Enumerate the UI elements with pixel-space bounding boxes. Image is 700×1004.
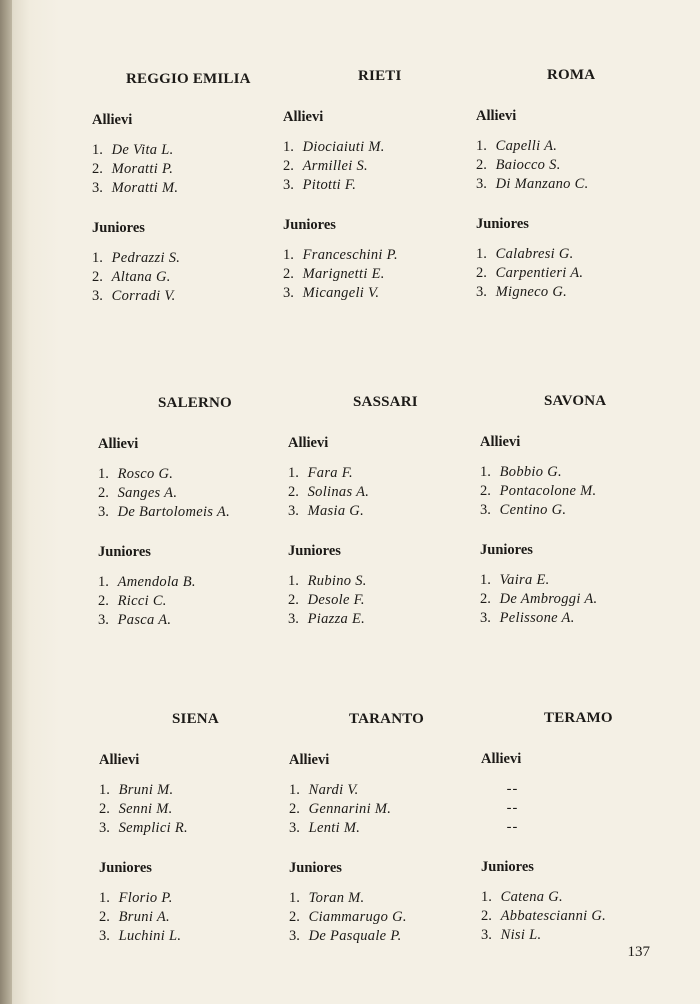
juniores-list (476, 245, 666, 302)
list-item: 2. Carpentieri A. (476, 265, 584, 281)
list-item: 3. Centino G. (480, 502, 567, 518)
list-item: 1. Florio P. (99, 890, 173, 906)
city-title: SAVONA (544, 393, 607, 409)
juniores-list (480, 571, 670, 628)
list-item: 1. Vaira E. (480, 572, 550, 588)
list-item: 1. Franceschini P. (283, 247, 398, 263)
list-item: 3. Pelissone A. (480, 610, 575, 626)
list-item: 2. De Ambroggi A. (480, 591, 598, 607)
list-item: 1. Capelli A. (476, 138, 558, 154)
allievi-list (480, 463, 670, 520)
allievi-heading: Allievi (480, 434, 521, 450)
juniores-heading: Juniores (92, 220, 145, 236)
list-item: 2. Desole F. (288, 592, 365, 608)
allievi-heading: Allievi (283, 109, 324, 125)
list-item: 1. Catena G. (481, 889, 563, 905)
list-item: 1. Fara F. (288, 465, 353, 481)
list-item: 2. Gennarini M. (289, 801, 392, 817)
list-item: 3. Masia G. (288, 503, 364, 519)
list-item: 3. Lenti M. (289, 820, 361, 836)
juniores-list (99, 889, 289, 946)
list-item: 2. Marignetti E. (283, 266, 385, 282)
list-item: -- (506, 800, 519, 816)
city-block-teramo (481, 710, 671, 967)
city-title: SIENA (172, 711, 219, 727)
juniores-list (289, 889, 479, 946)
list-item: 2. Moratti P. (92, 161, 174, 177)
juniores-heading: Juniores (99, 860, 152, 876)
juniores-heading: Juniores (98, 544, 151, 560)
city-block-sassari (288, 394, 478, 651)
book-spine-shadow (0, 0, 12, 1004)
list-item: 1. Diociaiuti M. (283, 139, 385, 155)
allievi-list (92, 141, 282, 198)
city-title: SASSARI (353, 394, 418, 410)
list-item: 3. Nisi L. (481, 927, 542, 943)
allievi-list (289, 781, 479, 838)
allievi-list (283, 138, 473, 195)
list-item: 2. Sanges A. (98, 485, 178, 501)
list-item: 1. Rubino S. (288, 573, 367, 589)
allievi-list (288, 464, 478, 521)
list-item: 2. Armillei S. (283, 158, 368, 174)
juniores-heading: Juniores (288, 543, 341, 559)
list-item: 3. Migneco G. (476, 284, 568, 300)
juniores-list (98, 573, 288, 630)
city-block-siena (99, 711, 289, 968)
allievi-list (98, 465, 288, 522)
list-item: 2. Ricci C. (98, 593, 167, 609)
allievi-heading: Allievi (99, 752, 140, 768)
page-number: 137 (627, 944, 650, 960)
list-item: 2. Ciammarugo G. (289, 909, 407, 925)
list-item: 1. Toran M. (289, 890, 365, 906)
city-title: RIETI (358, 68, 402, 84)
list-item: 1. Bobbio G. (480, 464, 562, 480)
city-title: REGGIO EMILIA (126, 71, 251, 87)
list-item: 3. Micangeli V. (283, 285, 380, 301)
list-item: 2. Pontacolone M. (480, 483, 597, 499)
list-item: 3. Pitotti F. (283, 177, 357, 193)
city-block-rieti (283, 68, 473, 325)
juniores-heading: Juniores (480, 542, 533, 558)
city-block-taranto (289, 711, 479, 968)
list-item: 1. De Vita L. (92, 142, 174, 158)
list-item: 2. Senni M. (99, 801, 173, 817)
juniores-list (283, 246, 473, 303)
list-item: 1. Nardi V. (289, 782, 359, 798)
list-item: -- (506, 819, 519, 835)
allievi-list (481, 780, 671, 837)
list-item: 2. Abbatescianni G. (481, 908, 607, 924)
city-title: SALERNO (158, 395, 232, 411)
city-title: TARANTO (349, 711, 425, 727)
juniores-list (288, 572, 478, 629)
list-item: 1. Rosco G. (98, 466, 174, 482)
list-item: 2. Altana G. (92, 269, 171, 285)
allievi-list (99, 781, 289, 838)
juniores-list (481, 888, 671, 945)
juniores-heading: Juniores (289, 860, 342, 876)
allievi-heading: Allievi (481, 751, 522, 767)
list-item: 3. Corradi V. (92, 288, 176, 304)
allievi-heading: Allievi (288, 435, 329, 451)
list-item: 3. De Bartolomeis A. (98, 504, 230, 520)
list-item: 3. De Pasquale P. (289, 928, 402, 944)
city-block-roma (476, 67, 666, 324)
allievi-list (476, 137, 666, 194)
list-item: 2. Solinas A. (288, 484, 370, 500)
list-item: 3. Pasca A. (98, 612, 172, 628)
list-item: 3. Di Manzano C. (476, 176, 589, 192)
city-title: TERAMO (544, 710, 613, 726)
list-item: 3. Moratti M. (92, 180, 179, 196)
list-item: 3. Luchini L. (99, 928, 182, 944)
allievi-heading: Allievi (98, 436, 139, 452)
juniores-list (92, 249, 282, 306)
juniores-heading: Juniores (283, 217, 336, 233)
list-item: 2. Bruni A. (99, 909, 170, 925)
list-item: 2. Baiocco S. (476, 157, 561, 173)
list-item: 1. Bruni M. (99, 782, 174, 798)
list-item: 3. Piazza E. (288, 611, 366, 627)
list-item: -- (506, 781, 519, 797)
city-block-salerno (98, 395, 288, 652)
list-item: 1. Amendola B. (98, 574, 196, 590)
allievi-heading: Allievi (289, 752, 330, 768)
allievi-heading: Allievi (476, 108, 517, 124)
list-item: 1. Pedrazzi S. (92, 250, 181, 266)
juniores-heading: Juniores (481, 859, 534, 875)
city-title: ROMA (547, 67, 596, 83)
city-block-reggio-emilia (92, 71, 282, 328)
juniores-heading: Juniores (476, 216, 529, 232)
allievi-heading: Allievi (92, 112, 133, 128)
list-item: 1. Calabresi G. (476, 246, 574, 262)
city-block-savona (480, 393, 670, 650)
list-item: 3. Semplici R. (99, 820, 188, 836)
